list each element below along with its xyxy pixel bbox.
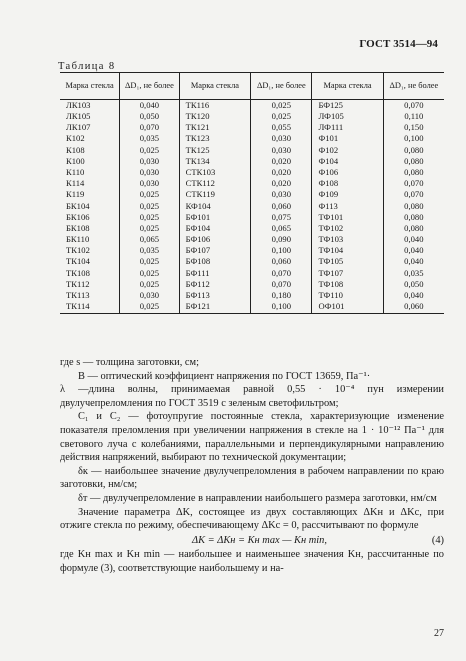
table-row: [60, 212, 444, 223]
grade-cell: СТК112: [179, 178, 251, 189]
table-row: [60, 145, 444, 156]
value-cell: 0,025: [120, 212, 179, 223]
value-cell: 0,030: [120, 156, 179, 167]
value-cell: 0,030: [251, 145, 312, 156]
value-cell: 0,180: [251, 290, 312, 301]
value-cell: 0,080: [383, 223, 444, 234]
paragraph: B — оптический коэффициент напряжения по ГОСТ 13659, Па⁻¹·: [78, 370, 371, 382]
grade-cell: БК110: [66, 234, 90, 245]
value-cell: 0,030: [120, 167, 179, 178]
grade-cell: БФ101: [179, 212, 251, 223]
grade-cell: ТФ104: [312, 245, 383, 256]
paragraph: где Kн max и Kн min — наибольшее и наименьшее значения Kн, рассчитанные по формуле (3), соответствующие наибольшему и на-: [60, 549, 444, 574]
grade-cell: БК106: [66, 211, 90, 222]
grade-cell: ТК108: [66, 267, 90, 278]
value-cell: 0,025: [120, 223, 179, 234]
table-row: [60, 167, 444, 178]
grade-cell: ТФ103: [312, 234, 383, 245]
grade-cell: Ф106: [312, 167, 383, 178]
grade-cell: БФ108: [179, 257, 251, 268]
value-cell: 0,110: [383, 111, 444, 122]
value-cell: 0,070: [383, 190, 444, 201]
grade-cell: ТК120: [179, 111, 251, 122]
grade-cell: БК108: [66, 222, 90, 233]
grade-cell: ЛК105: [66, 111, 91, 122]
grade-cell: БФ125: [312, 100, 383, 112]
value-cell: 0,025: [251, 111, 312, 122]
table-header-row: [60, 73, 444, 100]
value-cell: 0,025: [120, 201, 179, 212]
value-cell: 0,025: [251, 100, 312, 112]
grade-cell: ТК114: [60, 301, 120, 313]
table-row: [60, 290, 444, 301]
table-row: [60, 257, 444, 268]
value-cell: 0,080: [383, 167, 444, 178]
value-cell: 0,100: [251, 245, 312, 256]
paragraph: δт — двулучепреломление в направлении наибольшего размера заготовки, нм/см: [78, 492, 437, 504]
grade-cell: БФ104: [179, 223, 251, 234]
value-cell: 0,030: [120, 178, 179, 189]
grade-cell: ТК104: [66, 256, 90, 267]
paragraph: δк — наибольшее значение двулучепреломления в рабочем направлении по краю заготовки, нм/см;: [60, 465, 444, 491]
value-cell: 0,060: [251, 257, 312, 268]
table-row: [60, 279, 444, 290]
page-number: 27: [434, 628, 444, 639]
table-row: [60, 134, 444, 145]
paragraph: где s — толщина заготовки, см;: [60, 357, 200, 368]
value-cell: 0,025: [120, 268, 179, 279]
value-cell: 0,060: [383, 301, 444, 313]
grade-cell: Ф102: [312, 145, 383, 156]
grade-cell: Ф113: [312, 201, 383, 212]
value-cell: 0,035: [120, 245, 179, 256]
column-header-grade: Марка стекла: [312, 73, 383, 100]
table-row: [60, 190, 444, 201]
value-cell: 0,020: [251, 167, 312, 178]
value-cell: 0,030: [120, 290, 179, 301]
grade-cell: ТФ110: [312, 290, 383, 301]
grade-cell: К110: [66, 166, 85, 177]
grade-cell: К102: [66, 133, 85, 144]
value-cell: 0,040: [383, 290, 444, 301]
value-cell: 0,065: [120, 234, 179, 245]
grade-cell: ТК113: [66, 290, 90, 301]
value-cell: 0,040: [120, 100, 179, 112]
table-row: [60, 301, 444, 313]
grade-cell: ТФ107: [312, 268, 383, 279]
value-cell: 0,100: [383, 134, 444, 145]
grade-cell: К108: [66, 144, 85, 155]
value-cell: 0,090: [251, 234, 312, 245]
value-cell: 0,040: [383, 234, 444, 245]
value-cell: 0,030: [251, 190, 312, 201]
table-row: [60, 223, 444, 234]
grade-cell: ТК125: [179, 145, 251, 156]
value-cell: 0,150: [383, 122, 444, 133]
value-cell: 0,080: [383, 212, 444, 223]
grade-cell: ОФ101: [312, 301, 383, 313]
formula-number: (4): [431, 534, 444, 546]
grade-cell: ЛФ111: [312, 122, 383, 133]
paragraph: λ —длина волны, принимаемая равной 0,55 · 10⁻⁴ пун измерении двулучепреломления по ГОСТ 3519 с зеленым светофильтром;: [60, 384, 444, 409]
value-cell: 0,035: [383, 268, 444, 279]
grade-cell: ТФ108: [312, 279, 383, 290]
grade-cell: ТФ102: [312, 223, 383, 234]
grade-cell: ЛК107: [66, 122, 91, 133]
grade-cell: Ф101: [312, 134, 383, 145]
grade-cell: ТФ101: [312, 212, 383, 223]
value-cell: 0,070: [120, 122, 179, 133]
grade-cell: ТК123: [179, 134, 251, 145]
grade-cell: БФ112: [179, 279, 251, 290]
paragraph: Значение параметра ΔK, состоящее из двух составляющих ΔKн и ΔKс, при отжиге стекла по режиму, обеспечивающему ΔKс = 0, рассчитывают по формуле: [60, 506, 444, 532]
grade-cell: ТК134: [179, 156, 251, 167]
value-cell: 0,030: [251, 134, 312, 145]
value-cell: 0,075: [251, 212, 312, 223]
table-row: [60, 111, 444, 122]
table-row: [60, 234, 444, 245]
grade-cell: К119: [66, 189, 85, 200]
value-cell: 0,080: [383, 145, 444, 156]
value-cell: 0,025: [120, 257, 179, 268]
grade-cell: К114: [66, 178, 85, 189]
table-caption: Таблица 8: [58, 61, 116, 72]
value-cell: 0,035: [120, 134, 179, 145]
value-cell: 0,080: [383, 201, 444, 212]
value-cell: 0,100: [251, 301, 312, 313]
grade-cell: ТК102: [66, 245, 90, 256]
value-cell: 0,060: [251, 201, 312, 212]
column-header-value: ΔD₁, не более: [251, 73, 312, 100]
standard-code: ГОСТ 3514—94: [359, 38, 438, 50]
grade-cell: СТК119: [179, 190, 251, 201]
grade-cell: Ф109: [312, 190, 383, 201]
value-cell: 0,070: [251, 279, 312, 290]
grade-cell: Ф108: [312, 178, 383, 189]
body-text: [60, 356, 444, 576]
grade-cell: БФ113: [179, 290, 251, 301]
formula-line: [60, 534, 444, 548]
grade-cell: Ф104: [312, 156, 383, 167]
value-cell: 0,040: [383, 245, 444, 256]
value-cell: 0,080: [383, 156, 444, 167]
value-cell: 0,070: [251, 268, 312, 279]
grade-cell: ТФ105: [312, 257, 383, 268]
value-cell: 0,020: [251, 178, 312, 189]
grade-cell: ТК121: [179, 122, 251, 133]
value-cell: 0,050: [383, 279, 444, 290]
grade-cell: ЛК103: [66, 99, 91, 110]
formula: ΔK = ΔKн = Kн max — Kн min,: [192, 534, 327, 546]
grade-cell: ТК116: [179, 100, 251, 112]
grade-cell: БФ121: [179, 301, 251, 313]
grade-cell: КФ104: [179, 201, 251, 212]
value-cell: 0,055: [251, 122, 312, 133]
value-cell: 0,025: [120, 301, 179, 313]
value-cell: 0,040: [383, 257, 444, 268]
grade-cell: БК104: [66, 200, 90, 211]
grade-cell: К100: [66, 155, 85, 166]
value-cell: 0,025: [120, 190, 179, 201]
column-header-value: ΔD₁, не более: [120, 73, 179, 100]
grade-cell: ТК112: [66, 278, 90, 289]
column-header-value: ΔD₁, не более: [383, 73, 444, 100]
grade-cell: БФ106: [179, 234, 251, 245]
value-cell: 0,025: [120, 279, 179, 290]
table-row: [60, 156, 444, 167]
table-row: [60, 178, 444, 189]
grade-cell: БФ107: [179, 245, 251, 256]
column-header-grade: Марка стекла: [60, 73, 120, 100]
table-row: [60, 201, 444, 212]
value-cell: 0,070: [383, 178, 444, 189]
grade-cell: ЛФ105: [312, 111, 383, 122]
value-cell: 0,020: [251, 156, 312, 167]
table-row: [60, 245, 444, 256]
grade-cell: БФ111: [179, 268, 251, 279]
paragraph: C₁ и C₂ — фотоупругие постоянные стекла, характеризующие изменение показателя преломления при увеличении напряжения в стекле на 1 · 10⁻¹² Па⁻¹ для светового луча с колебаниями, параллельными и перпендикулярными направлению действия напряжений, выбирают по технической документации;: [60, 411, 444, 464]
table-row: [60, 122, 444, 133]
value-cell: 0,025: [120, 145, 179, 156]
value-cell: 0,050: [120, 111, 179, 122]
column-header-grade: Марка стекла: [179, 73, 251, 100]
table-row: [60, 100, 444, 112]
value-cell: 0,070: [383, 100, 444, 112]
grade-cell: СТК103: [179, 167, 251, 178]
table-row: [60, 268, 444, 279]
value-cell: 0,065: [251, 223, 312, 234]
glass-grade-table: [60, 72, 444, 314]
